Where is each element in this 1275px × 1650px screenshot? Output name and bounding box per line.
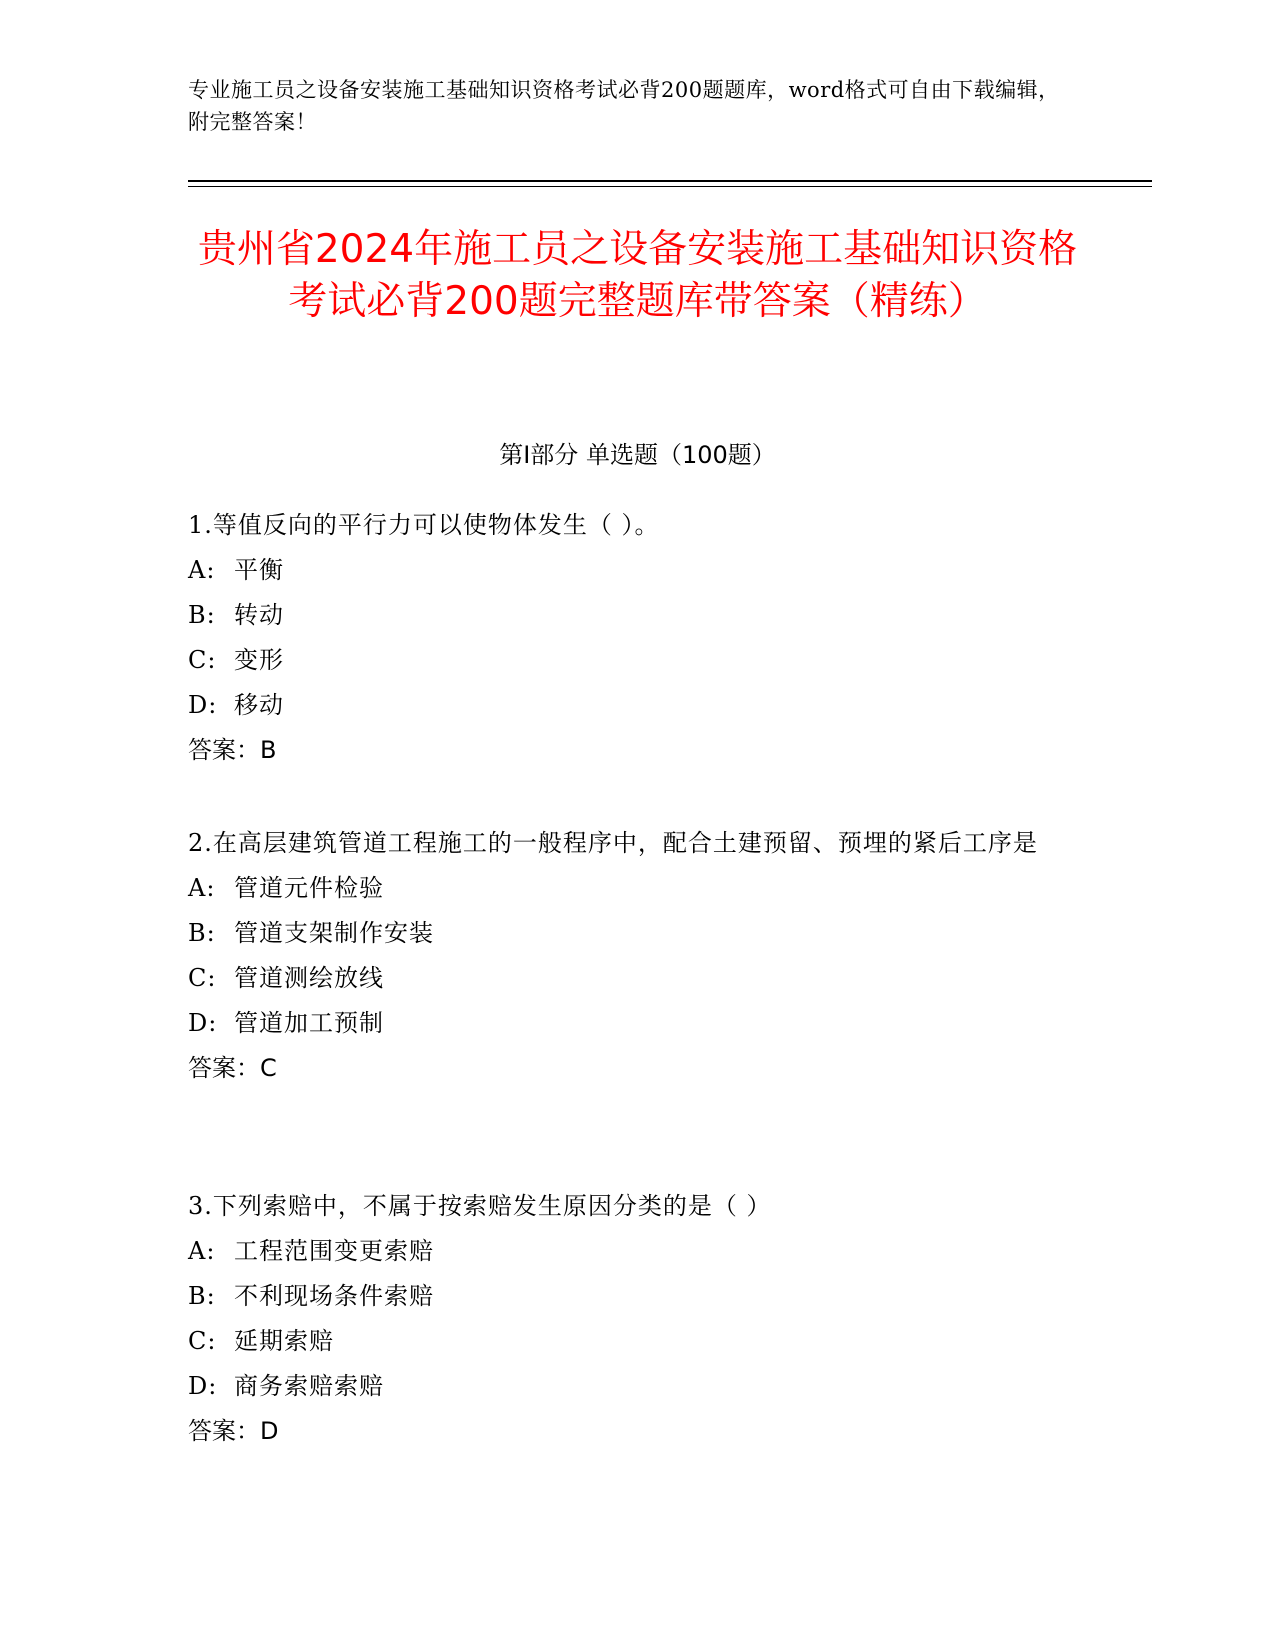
answer: 答案：B (188, 736, 277, 764)
option-text: 平衡 (234, 556, 284, 584)
option-letter: C: (188, 964, 217, 992)
document-title: 贵州省2024年施工员之设备安装施工基础知识资格考试必背200题完整题库带答案（精练） (197, 227, 1078, 324)
option-letter: B: (188, 601, 216, 629)
option-b (188, 1274, 1068, 1319)
option-a (188, 548, 1068, 593)
header-rule-thick (188, 180, 1152, 182)
option-c (188, 638, 1068, 683)
option-letter: D: (188, 691, 218, 719)
option-text: 转动 (234, 601, 284, 629)
option-text: 管道元件检验 (234, 874, 384, 902)
question-stem: 1.等值反向的平行力可以使物体发生（ ）。 (188, 511, 660, 539)
question-stem: 3.下列索赔中，不属于按索赔发生原因分类的是（ ） (188, 1192, 772, 1220)
option-text: 移动 (234, 691, 284, 719)
option-text: 管道测绘放线 (234, 964, 384, 992)
option-letter: C: (188, 646, 217, 674)
option-b (188, 593, 1068, 638)
option-a (188, 866, 1068, 911)
option-letter: B: (188, 919, 216, 947)
option-text: 延期索赔 (234, 1327, 334, 1355)
option-c (188, 1319, 1068, 1364)
option-text: 管道支架制作安装 (234, 919, 434, 947)
question-2 (188, 821, 1068, 1091)
option-c (188, 956, 1068, 1001)
option-letter: C: (188, 1327, 217, 1355)
option-letter: A: (188, 1237, 216, 1265)
option-d (188, 1364, 1068, 1409)
option-d (188, 1001, 1068, 1046)
option-letter: B: (188, 1282, 216, 1310)
section-heading: 第I部分 单选题（100题） (499, 441, 776, 469)
option-letter: A: (188, 874, 216, 902)
option-letter: D: (188, 1009, 218, 1037)
option-text: 管道加工预制 (234, 1009, 384, 1037)
option-a (188, 1229, 1068, 1274)
option-b (188, 911, 1068, 956)
answer: 答案：C (188, 1054, 277, 1082)
option-text: 变形 (234, 646, 284, 674)
header-note: 专业施工员之设备安装施工基础知识资格考试必背200题题库，word格式可自由下载编辑，附完整答案！ (188, 78, 1060, 134)
option-text: 工程范围变更索赔 (234, 1237, 434, 1265)
option-text: 不利现场条件索赔 (234, 1282, 434, 1310)
answer: 答案：D (188, 1417, 279, 1445)
option-d (188, 683, 1068, 728)
question-stem: 2.在高层建筑管道工程施工的一般程序中，配合土建预留、预埋的紧后工序是 (188, 829, 1038, 857)
option-letter: D: (188, 1372, 218, 1400)
question-3 (188, 1184, 1068, 1454)
option-text: 商务索赔索赔 (234, 1372, 384, 1400)
option-letter: A: (188, 556, 216, 584)
question-1 (188, 503, 1068, 773)
header-rule-thin (188, 186, 1152, 187)
